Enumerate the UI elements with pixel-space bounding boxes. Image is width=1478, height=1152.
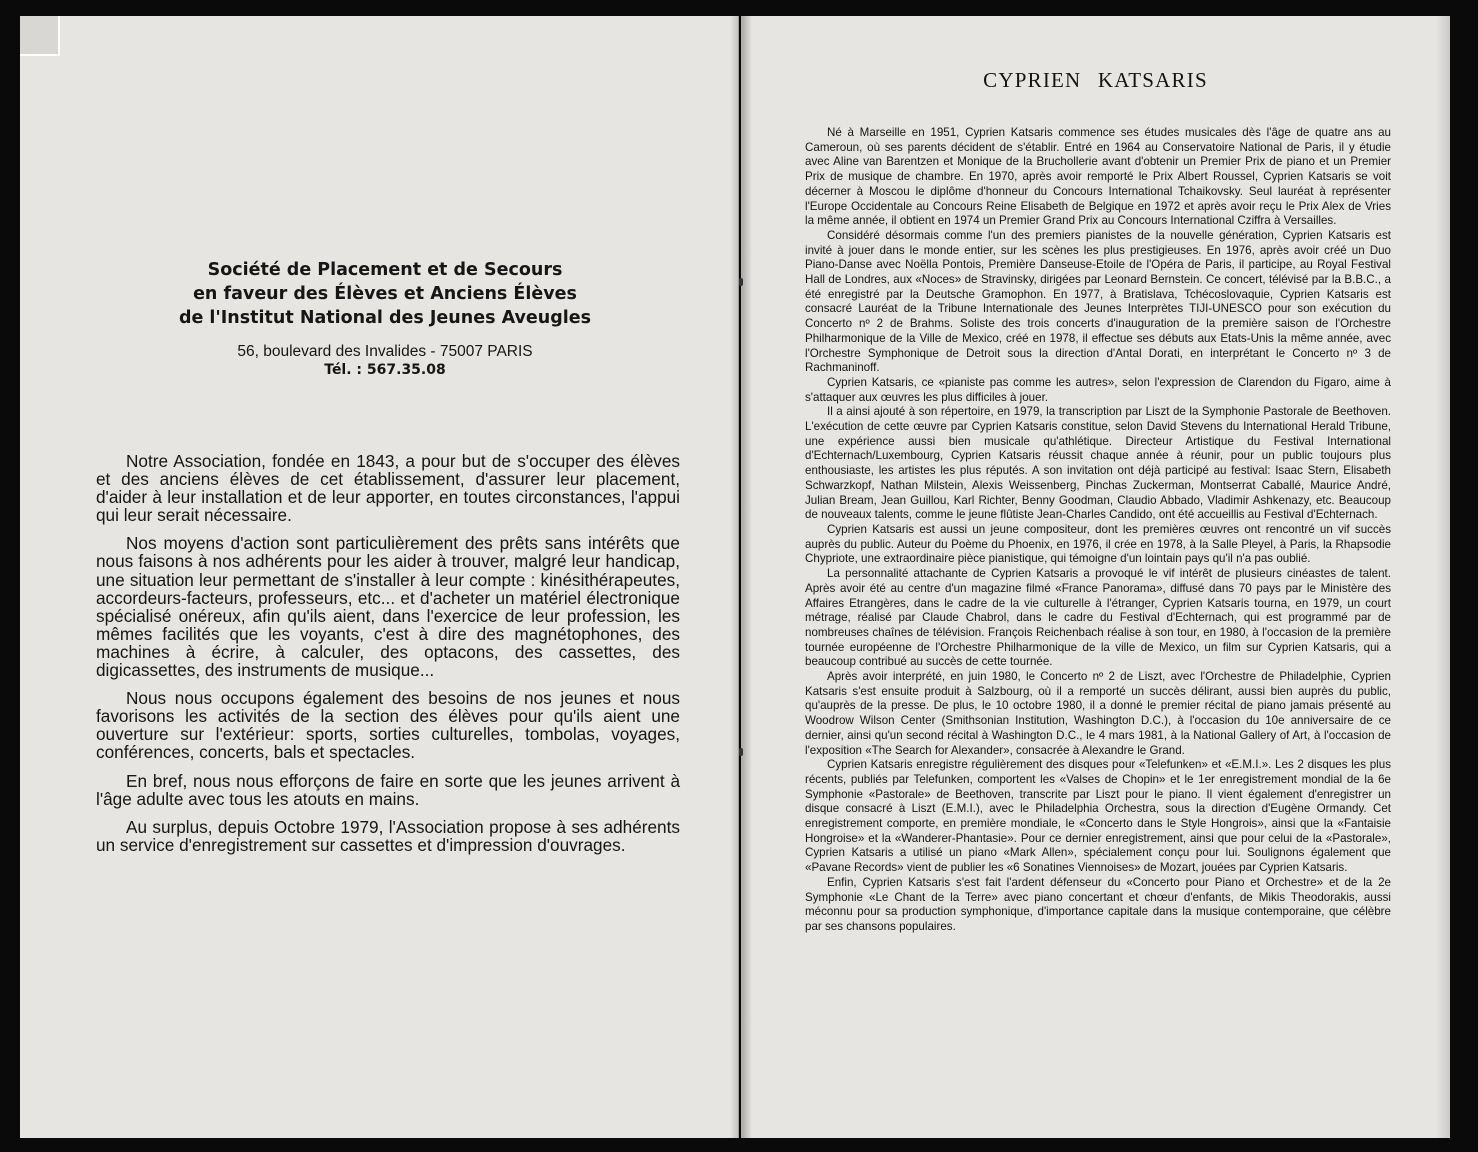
biography-paragraph: Il a ainsi ajouté à son répertoire, en 1979, la transcription par Liszt de la Symphonie Pastorale de Beethoven. L'exécution de cette œuvre par Cyprien Katsaris constitue, selon David Stevens du International Herald Tribune, une expérience aussi bien musicale qu'athlétique. Directeur Artistique du Festival International d'Echternach/Luxembourg, Cyprien Katsaris réussit chaque année à réunir, pour un public toujours plus enthousiaste, les artistes les plus réputés. A son invitation ont déjà participé au festival: Isaac Stern, Elisabeth Schwarzkopf, Nathan Milstein, Alexis Weissenberg, Pinchas Zuckerman, Montserrat Caballé, Maurice André, Julian Bream, Jean Guillou, Karl Richter, Benny Goodman, Claudio Abbado, Vladimir Ashkenazy, etc. Beaucoup de nouveaux talents, comme le jeune flûtiste Jean-Charles Candido, ont été accueillis au Festival d'Echternach. <box>805 405 1391 522</box>
society-address: 56, boulevard des Invalides - 75007 PARIS <box>237 343 533 360</box>
society-title-line-3: de l'Institut National des Jeunes Aveugles <box>178 308 592 328</box>
society-title-line-1: Société de Placement et de Secours <box>207 260 563 280</box>
association-paragraph: En bref, nous nous efforçons de faire en sorte que les jeunes arrivent à l'âge adulte avec tous les atouts en mains. <box>96 770 680 809</box>
association-paragraph: Au surplus, depuis Octobre 1979, l'Association propose à ses adhérents un service d'enregistrement sur cassettes et d'impression d'ouvrages. <box>96 816 680 855</box>
left-page <box>20 16 739 1138</box>
association-paragraph: Nous nous occupons également des besoins de nos jeunes et nous favorisons les activités de la section des élèves pour qu'ils aient une ouverture sur l'extérieur: sports, sorties culturelles, tombolas, voyages, conférences, concerts, bals et spectacles. <box>96 688 680 763</box>
biography-paragraph: Cyprien Katsaris enregistre régulièrement des disques pour «Telefunken» et «E.M.I.». Les 2 disques les plus récents, publiés par Telefunken, comportent les «Valses de Chopin» et le 1er enregistrement mondial de la 6e Symphonie «Pastorale» de Beethoven, transcrite par Liszt pour le piano. Il vient également d'enregistrer un disque consacré à Liszt (E.M.I.), avec le Philadelphia Orchestra, sous la direction d'Eugène Ormandy. Cet enregistrement comporte, en première mondiale, le «Concerto dans le Style Hongrois», ainsi que la «Fantaisie Hongroise» et la «Wanderer-Phantasie». Pour ce dernier enregistrement, ainsi que pour celui de la «Pastorale», Cyprien Katsaris a utilisé un piano «Mark Allen», spécialement conçu pour lui. Soulignons également que «Pavane Records» vient de publier les «6 Sonatines Viennoises» de Mozart, jouées par Cyprien Katsaris. <box>805 758 1391 875</box>
association-paragraph: Nos moyens d'action sont particulièrement des prêts sans intérêts que nous faisons à nos adhérents pour les aider à trouver, malgré leur handicap, une situation leur permettant de s'installer à leur compte : kinésithérapeutes, accordeurs-facteurs, professeurs, etc... et d'acheter un matériel électronique spécialisé onéreux, afin qu'ils aient, dans l'exercice de leur profession, les mêmes facilités que les voyants, c'est à dire des magnétophones, des machines à écrire, à calculer, des optacons, des cassettes, des digicassettes, des instruments de musique... <box>96 533 680 681</box>
corner-crop-mark <box>20 16 60 56</box>
biography-paragraph: La personnalité attachante de Cyprien Katsaris a provoqué le vif intérêt de plusieurs cinéastes de talent. Après avoir été au centre d'un magazine filmé «France Panorama», diffusé dans 70 pays par le Ministère des Affaires Etrangères, dans le cadre de la vie culturelle à l'étranger, Cyprien Katsaris tourna, en 1979, un court métrage, réalisé par Claude Chabrol, dans le cadre du Festival d'Echternach, qui est programmé par de nombreuses chaînes de télévision. François Reichenbach réalise à son tour, en 1980, à l'occasion de la première tournée européenne de l'Orchestre Philharmonique de la ville de Mexico, un film sur Cyprien Katsaris, qui a beaucoup contribué au succès de cette tournée. <box>805 567 1391 669</box>
right-page <box>741 16 1450 1138</box>
biography-paragraph: Considéré désormais comme l'un des premiers pianistes de la nouvelle génération, Cyprien Katsaris est invité à jouer dans le monde entier, sur les scènes les plus prestigieuses. En 1976, après avoir créé un Duo Piano-Danse avec Noëlla Pontois, Première Danseuse-Etoile de l'Opéra de Paris, il participe, au Royal Festival Hall de Londres, aux «Noces» de Stravinsky, dirigées par Leonard Bernstein. Ce concert, télévisé par la B.B.C., a été enregistré par la Deutsche Gramophon. En 1977, à Bratislava, Tchécoslovaquie, Cyprien Katsaris est consacré Lauréat de la Tribune Internationale des Jeunes Interprètes TIJI-UNESCO pour son exécution du Concerto nº 2 de Brahms. Soliste des trois concerts d'inauguration de la première saison de l'Orchestre Philharmonique de la Ville de Mexico, créé en 1978, il effectue ses débuts aux Etats-Unis la même année, avec l'Orchestre Symphonique de Detroit sous la direction d'Antal Dorati, en interprétant le Concerto nº 3 de Rachmaninoff. <box>805 228 1391 375</box>
biography-paragraph: Cyprien Katsaris, ce «pianiste pas comme les autres», selon l'expression de Clarendon du Figaro, aime à s'attaquer aux œuvres les plus difficiles à jouer. <box>805 375 1391 404</box>
association-text <box>96 452 680 864</box>
biography-paragraph: Cyprien Katsaris est aussi un jeune compositeur, dont les premières œuvres ont rencontré un vif succès auprès du public. Auteur du Poème du Phoenix, en 1976, il crée en 1978, à la Salle Pleyel, à Paris, la Rhapsodie Chypriote, une extraordinaire pièce pianistique, qui témoigne d'un lointain pays qu'il n'a pas oublié. <box>805 522 1391 566</box>
biography-paragraph: Né à Marseille en 1951, Cyprien Katsaris commence ses études musicales dès l'âge de quatre ans au Cameroun, où ses parents décident de s'établir. Entré en 1964 au Conservatoire National de Paris, il y étudie avec Aline van Barentzen et Monique de la Bruchollerie avant d'obtenir un Premier Prix de piano et un Premier Prix de musique de chambre. En 1970, après avoir remporté le Prix Albert Roussel, Cyprien Katsaris se voit décerner à Moscou le diplôme d'honneur du Concours International Tchaikovsky. Seul lauréat à représenter l'Europe Occidentale au Concours Reine Elisabeth de Belgique en 1972 et après avoir reçu le Prix Alex de Vries la même année, il obtient en 1974 un Premier Grand Prix au Concours International Cziffra à Versailles. <box>805 126 1391 228</box>
society-header <box>80 258 690 380</box>
biography-paragraph: Enfin, Cyprien Katsaris s'est fait l'ardent défenseur du «Concerto pour Piano et Orchestre» et de la 2e Symphonie «Le Chant de la Terre» avec piano concertant et chœur d'enfants, de Mikis Theodorakis, aussi méconnu pour sa production symphonique, d'importance capitale dans la musique contemporaine, que célèbre par ses chansons populaires. <box>805 875 1391 933</box>
society-phone: Tél. : 567.35.08 <box>324 362 446 378</box>
biography-title: CYPRIEN KATSARIS <box>983 68 1208 92</box>
biography-text <box>805 126 1391 935</box>
staple-mark-bottom <box>739 748 743 756</box>
society-title-line-2: en faveur des Élèves et Anciens Élèves <box>193 284 577 304</box>
staple-mark-top <box>739 278 743 286</box>
biography-paragraph: Après avoir interprété, en juin 1980, le Concerto nº 2 de Liszt, avec l'Orchestre de Philadelphie, Cyprien Katsaris s'est ensuite produit à Salzbourg, où il a remporté un succès délirant, aussi bien auprès du public, qu'auprès de la presse. De plus, le 10 octobre 1980, il a donné le premier récital de piano jamais présenté au Woodrow Wilson Center (Smithsonian Institution, Washington D.C.), à l'occasion du 10e anniversaire de ce dernier, ainsi qu'un second récital à Washington D.C., le 4 mars 1981, à la National Gallery of Art, à l'occasion de l'exposition «The Search for Alexander», consacrée à Alexandre le Grand. <box>805 670 1391 757</box>
association-paragraph: Notre Association, fondée en 1843, a pour but de s'occuper des élèves et des anciens élèves de cet établissement, d'assurer leur placement, d'aider à leur installation et de leur apporter, en toutes circonstances, l'appui qui leur serait nécessaire. <box>96 451 680 526</box>
